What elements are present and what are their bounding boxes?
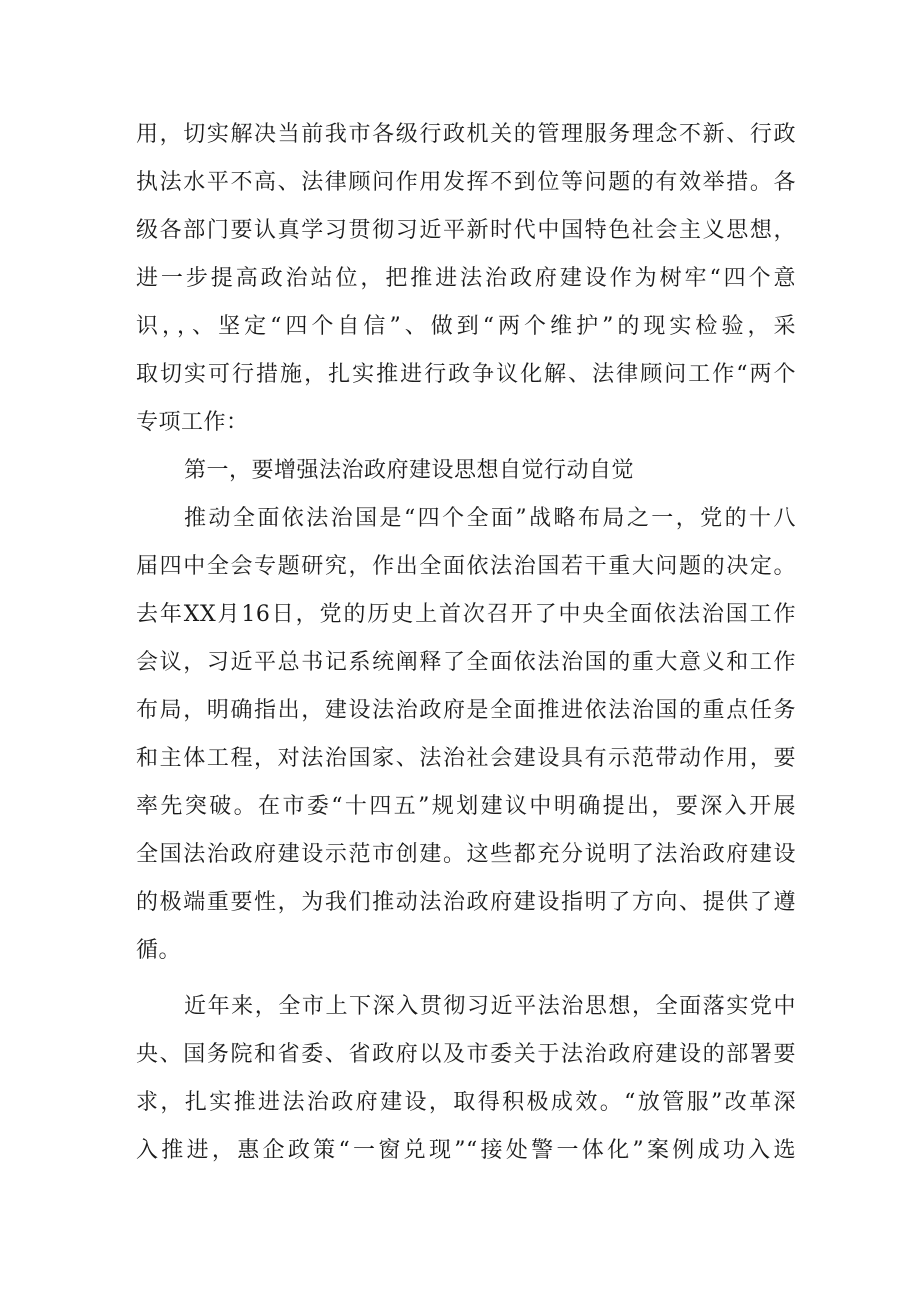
paragraph-2-line-2: 届四中全会专题研究，作出全面依法治国若干重大问题的决定。 xyxy=(136,554,796,579)
paragraph-1-line-1: 用，切实解决当前我市各级行政机关的管理服务理念不新、行政 xyxy=(136,122,796,147)
paragraph-2-line-8: 全国法治政府建设示范市创建。这些都充分说明了法治政府建设 xyxy=(136,842,796,867)
paragraph-1-line-4: 进一步提高政治站位，把推进法治政府建设作为树牢“四个意 xyxy=(136,266,796,291)
paragraph-3-line-1: 近年来，全市上下深入贯彻习近平法治思想，全面落实党中 xyxy=(184,994,796,1019)
paragraph-1-line-5: 识，，、坚定“四个自信”、做到“两个维护”的现实检验，采 xyxy=(136,314,796,339)
paragraph-3-line-2: 央、国务院和省委、省政府以及市委关于法治政府建设的部署要 xyxy=(136,1042,796,1067)
paragraph-2-line-3: 去年XX月16日，党的历史上首次召开了中央全面依法治国工作 xyxy=(136,602,796,627)
paragraph-1-line-7: 专项工作： xyxy=(136,410,249,435)
paragraph-1-line-6: 取切实可行措施，扎实推进行政争议化解、法律顾问工作“两个 xyxy=(136,362,796,387)
paragraph-2-line-9: 的极端重要性，为我们推动法治政府建设指明了方向、提供了遵 xyxy=(136,890,796,915)
paragraph-3-line-4: 入推进，惠企政策“一窗兑现”“接处警一体化”案例成功入选 xyxy=(136,1138,796,1163)
paragraph-2-line-4: 会议，习近平总书记系统阐释了全面依法治国的重大意义和工作 xyxy=(136,650,796,675)
paragraph-2-line-5: 布局，明确指出，建设法治政府是全面推进依法治国的重点任务 xyxy=(136,698,796,723)
section-heading: 第一，要增强法治政府建设思想自觉行动自觉 xyxy=(184,458,635,483)
paragraph-2-line-1: 推动全面依法治国是“四个全面”战略布局之一，党的十八 xyxy=(184,506,796,531)
paragraph-3-line-3: 求，扎实推进法治政府建设，取得积极成效。“放管服”改革深 xyxy=(136,1090,796,1115)
paragraph-2-line-6: 和主体工程，对法治国家、法治社会建设具有示范带动作用，要 xyxy=(136,746,796,771)
paragraph-2-line-10: 循。 xyxy=(136,938,182,963)
paragraph-1-line-3: 级各部门要认真学习贯彻习近平新时代中国特色社会主义思想， xyxy=(136,218,796,243)
paragraph-1-line-2: 执法水平不高、法律顾问作用发挥不到位等问题的有效举措。各 xyxy=(136,170,796,195)
paragraph-2-line-7: 率先突破。在市委“十四五”规划建议中明确提出，要深入开展 xyxy=(136,794,796,819)
